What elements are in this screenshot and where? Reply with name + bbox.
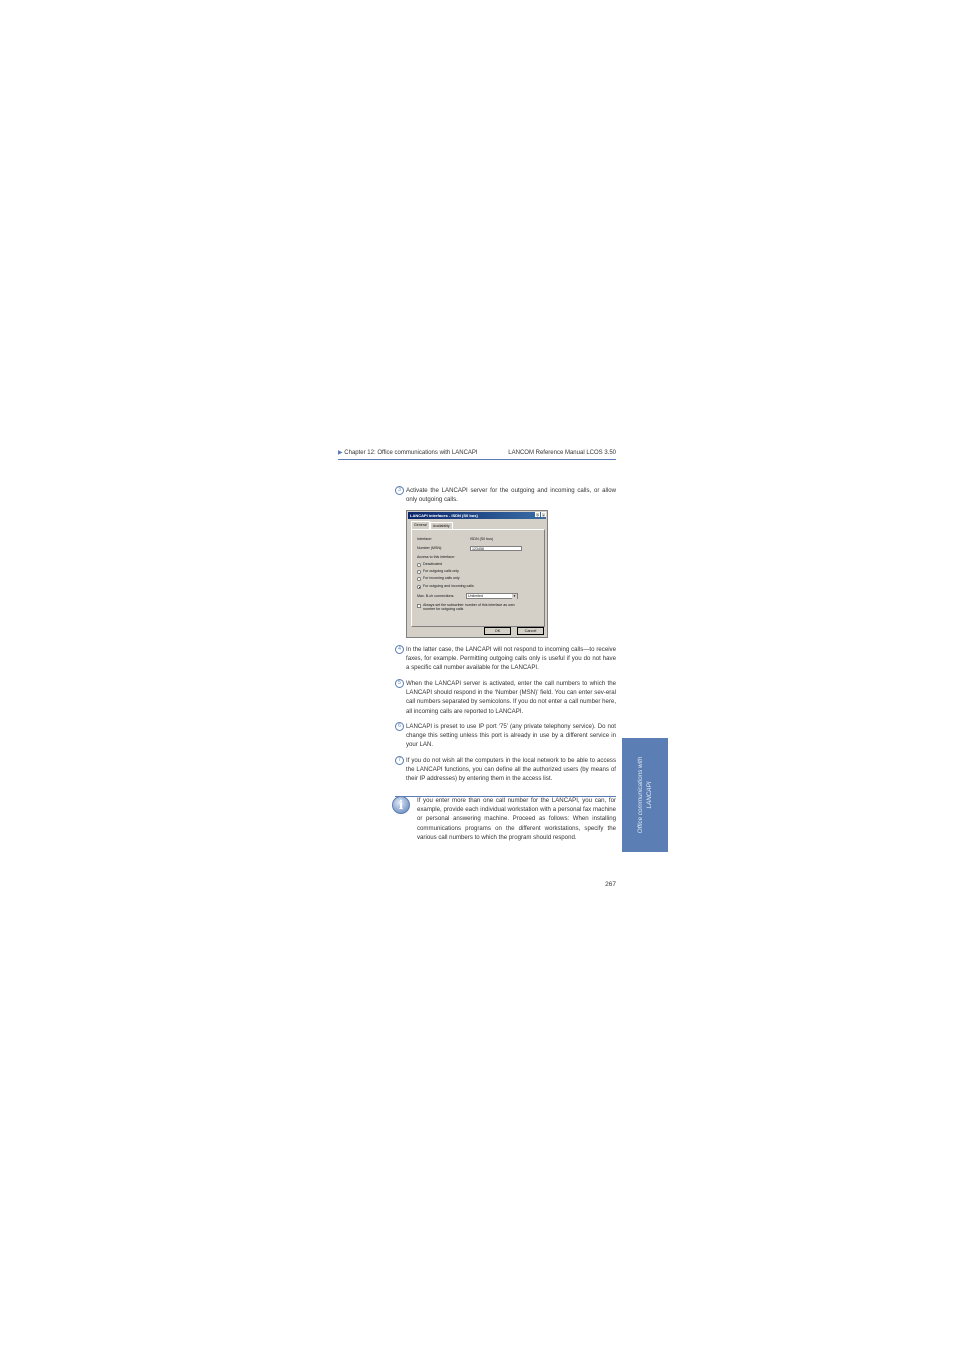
access-label: Access to this interface: bbox=[417, 555, 455, 559]
radio-incoming-only[interactable] bbox=[417, 577, 421, 581]
msn-input[interactable]: 123456 bbox=[470, 546, 522, 551]
header-manual-title: LANCOM Reference Manual LCOS 3.50 bbox=[508, 450, 616, 456]
own-number-label-line2: number for outgoing calls bbox=[423, 607, 464, 611]
step-number-icon: 5 bbox=[395, 679, 404, 688]
max-connections-value: Unlimited bbox=[468, 594, 483, 598]
step-5 bbox=[395, 679, 616, 717]
close-button[interactable]: × bbox=[542, 513, 545, 518]
general-panel bbox=[411, 529, 545, 627]
tab-general[interactable]: General bbox=[411, 521, 430, 529]
radio-deactivated[interactable] bbox=[417, 563, 421, 567]
own-number-checkbox[interactable] bbox=[417, 604, 421, 608]
step-3 bbox=[395, 486, 616, 506]
ok-button[interactable]: OK bbox=[484, 627, 511, 635]
help-button[interactable]: ? bbox=[536, 513, 539, 518]
cancel-button[interactable]: Cancel bbox=[517, 627, 544, 635]
step-text: Activate the LANCAPI server for the outgoing and incoming calls, or allow only outgoing calls. bbox=[406, 487, 616, 504]
info-icon: i bbox=[392, 796, 410, 814]
radio-label: For outgoing and incoming calls bbox=[423, 584, 474, 588]
dialog-title-buttons bbox=[535, 512, 546, 517]
side-tab-line2: LANCAPI bbox=[646, 781, 653, 809]
step-number-icon: 3 bbox=[395, 486, 404, 495]
side-tab-text bbox=[636, 741, 654, 849]
step-text: LANCAPI is preset to use IP port ‘75’ (any private telephony service). Do not change this setting unless this port is already in use by a different service in your LAN. bbox=[406, 723, 616, 749]
max-connections-label: Max. B-ch connections: bbox=[417, 594, 455, 598]
own-number-label-line1: Always set the subscriber number of this interface as own bbox=[423, 603, 515, 607]
tab-availability[interactable]: Availability bbox=[430, 522, 453, 529]
chevron-down-icon: ▼ bbox=[513, 594, 516, 598]
header-chapter bbox=[338, 449, 478, 457]
chapter-side-tab bbox=[622, 738, 668, 852]
dialog-title: LANCAPI interfaces - ISDN (S0 bus) bbox=[408, 512, 546, 519]
page-number: 267 bbox=[605, 881, 616, 888]
header-chapter-title: Chapter 12: Office communications with LANCAPI bbox=[344, 450, 478, 456]
step-number-icon: 7 bbox=[395, 756, 404, 765]
radio-label: For outgoing calls only bbox=[423, 569, 459, 573]
msn-label: Number (MSN): bbox=[417, 546, 443, 550]
step-number-icon: 4 bbox=[395, 645, 404, 654]
step-text: When the LANCAPI server is activated, enter the call numbers to which the LANCAPI should respond in the ‘Number (MSN)’ field. You can enter sev-eral call numbers separated by semicolons. If you do not enter a call number here, all incoming calls are reported to LANCAPI. bbox=[406, 680, 617, 715]
step-text: If you do not wish all the computers in the local network to be able to access the LANCAPI functions, you can define all the authorized users (by means of their IP addresses) by entering them in the access list. bbox=[406, 757, 616, 783]
max-connections-select[interactable] bbox=[466, 593, 518, 599]
arrow-right-icon: ▶ bbox=[338, 450, 343, 456]
step-4 bbox=[395, 645, 616, 673]
step-text: In the latter case, the LANCAPI will not respond to incoming calls—to receive faxes, for example. Permitting outgoing calls only is useful if you do not have a specific call number available for the LANCAPI. bbox=[406, 646, 616, 672]
step-7 bbox=[395, 756, 616, 784]
interface-value: ISDN (S0 bus) bbox=[470, 537, 494, 541]
dialog-tabs bbox=[411, 522, 453, 529]
radio-label: For incoming calls only bbox=[423, 576, 460, 580]
radio-label: Deactivated bbox=[423, 562, 442, 566]
lancapi-interfaces-dialog bbox=[406, 510, 548, 638]
note-text: If you enter more than one call number for the LANCAPI, you can, for example, provide each individual workstation with a personal fax machine or personal answering machine. Proceed as follows: When installing communications programs on the different workstations, specify the various call numbers to which the program should respond. bbox=[417, 797, 616, 841]
header-rule bbox=[338, 459, 616, 460]
step-6 bbox=[395, 722, 616, 750]
interface-label: Interface: bbox=[417, 537, 432, 541]
step-number-icon: 6 bbox=[395, 722, 404, 731]
radio-outgoing-incoming[interactable] bbox=[417, 585, 421, 589]
side-tab-line1: Office communications with bbox=[637, 756, 644, 834]
radio-outgoing-only[interactable] bbox=[417, 570, 421, 574]
